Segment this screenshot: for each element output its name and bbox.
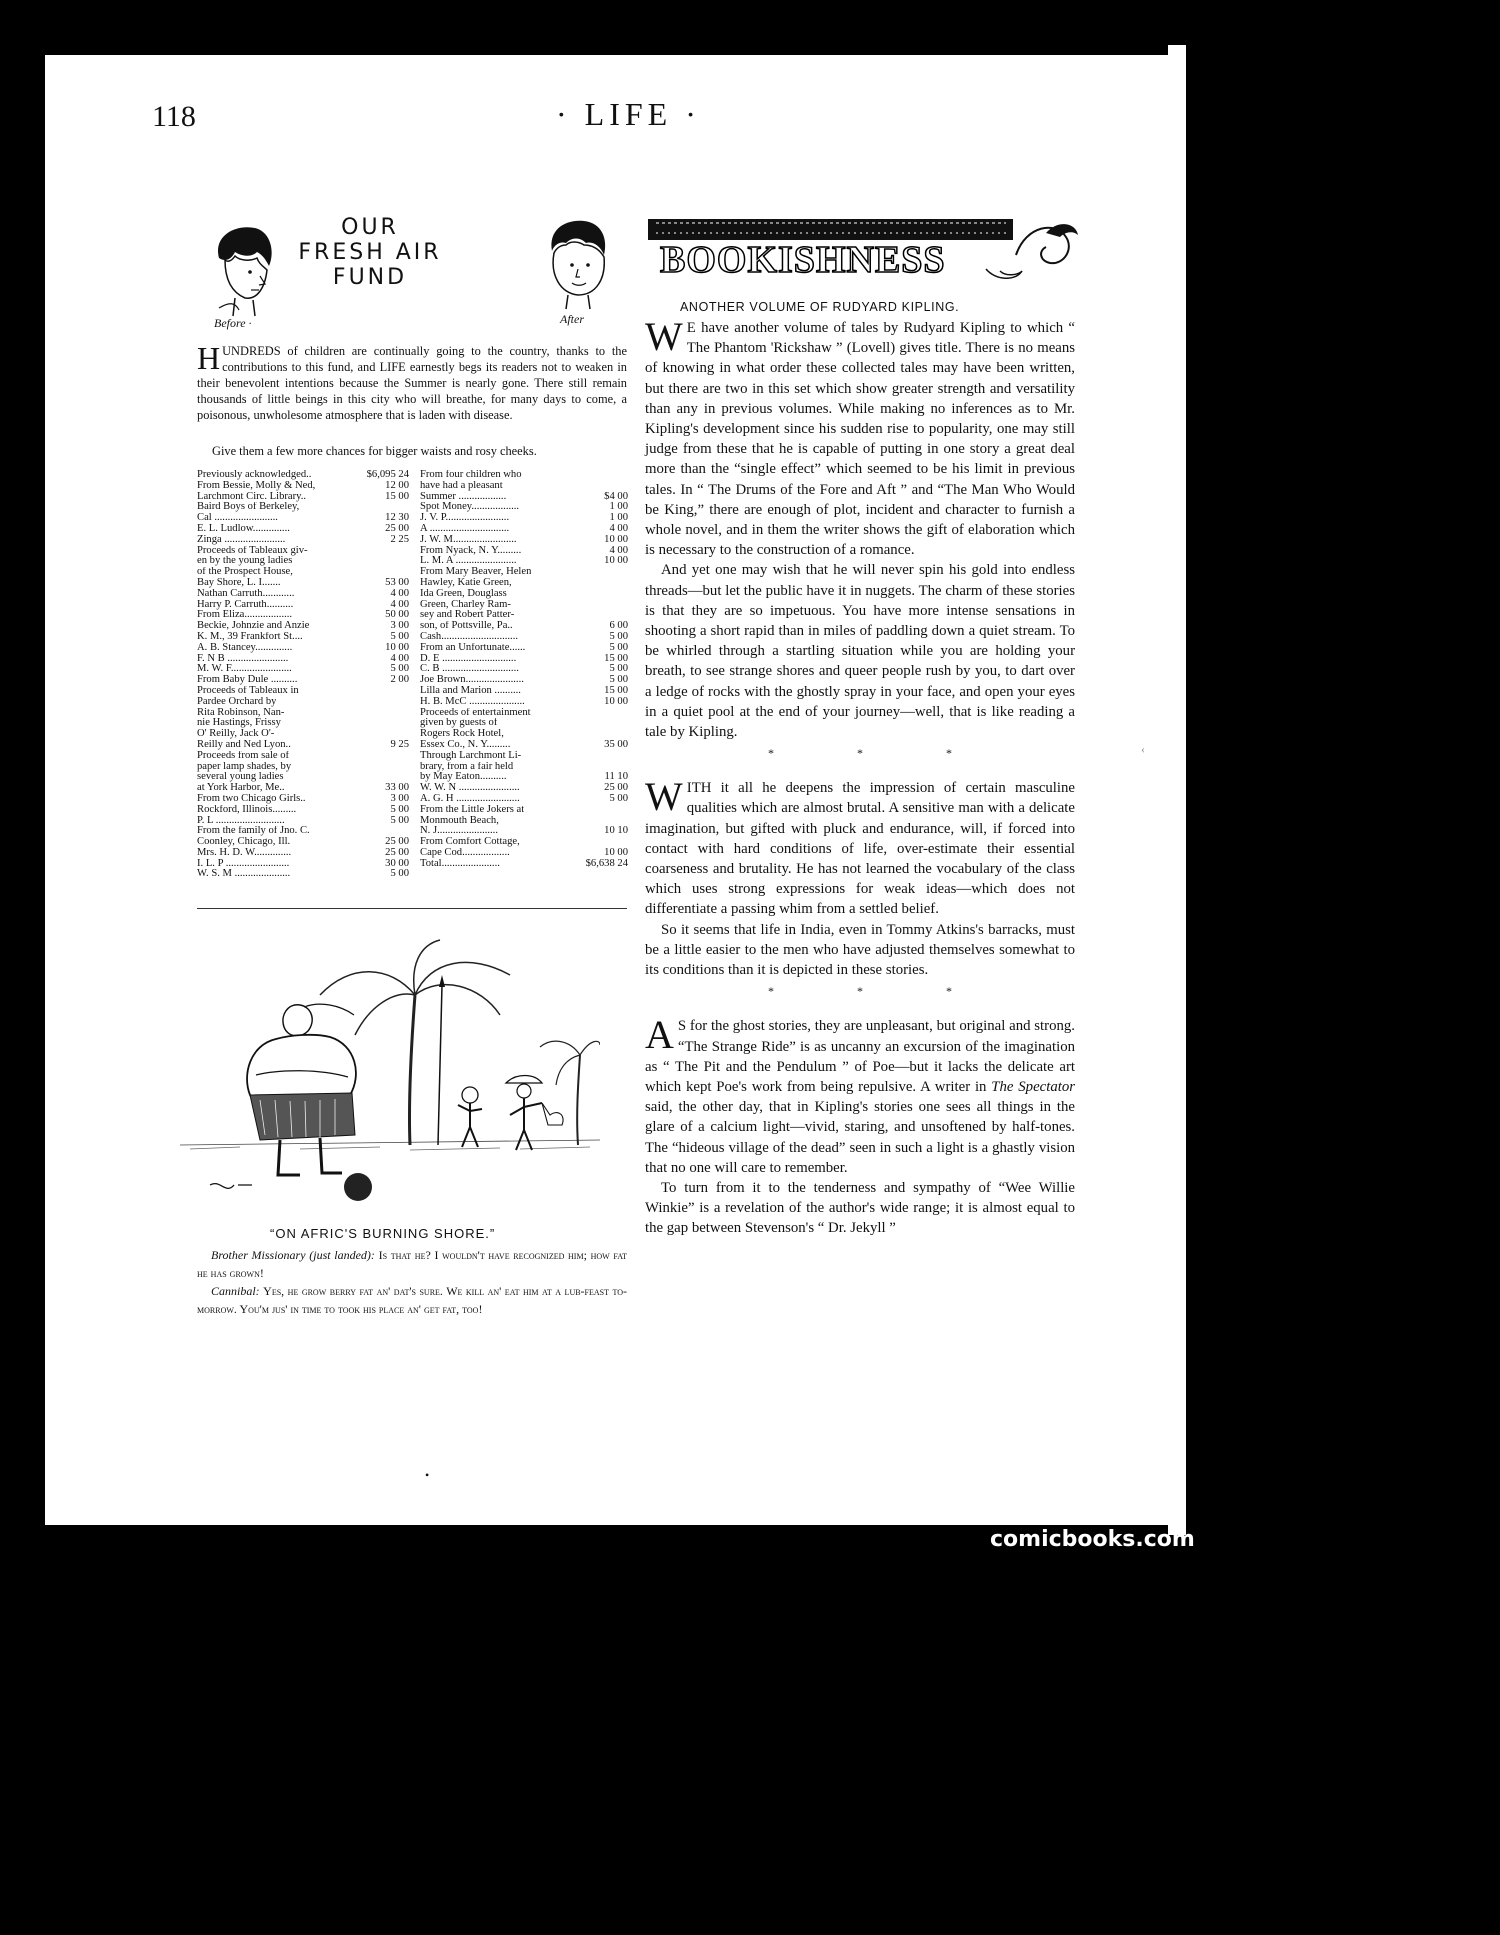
ledger-row [420,600,628,611]
fund-title-line: OUR [341,215,399,240]
review-text: S for the ghost stories, they are unpleasant, but original and strong. “The Strange Ride” is as uncanny an excursion of the imagination as “ The Pit and the Pendulum ” of Poe—but it lacks the delicate art which kept Poe's work from being repulsive. A writer in [645,1018,1075,1095]
ledger-row [197,492,409,503]
contribution-amount: 10 00 [604,556,628,567]
contribution-amount: 15 00 [604,685,628,696]
ledger-divider [197,908,627,909]
spacer [645,1002,1075,1016]
ledger-row [420,546,628,557]
fund-intro [197,340,627,423]
contribution-amount [624,567,628,578]
fund-closing: Give them a few more chances for bigger waists and rosy cheeks. [212,444,537,458]
ledger-row [197,535,409,546]
thin-child-face-illustration [205,218,280,318]
contributor-name: Cape Cod.................. [420,847,510,858]
contributor-name: Hawley, Katie Green, [420,577,512,588]
contributor-name: Cash............................. [420,631,518,642]
facing-page-edge [1168,45,1186,1535]
ledger-row [197,513,409,524]
contribution-amount [624,718,628,729]
contribution-amount: 15 00 [604,653,628,664]
contribution-amount: 4 00 [609,545,628,556]
ledger-row [420,632,628,643]
ledger-row [420,481,628,492]
contribution-amount: 10 00 [604,534,628,545]
contribution-amount: 50 00 [385,610,409,621]
contribution-amount: 5 00 [609,675,628,686]
contribution-amount [624,481,628,492]
cartoon-title: “ON AFRIC'S BURNING SHORE.” [270,1226,496,1241]
contributor-name: en by the young ladies [197,556,293,567]
contributor-name: Total...................... [420,858,500,869]
contribution-amount: 3 00 [390,793,409,804]
contribution-amount [405,697,409,708]
contributor-name: A. G. H ........................ [420,793,520,804]
contributor-name: have had a pleasant [420,480,503,491]
ledger-row [420,697,628,708]
contributor-name: Mrs. H. D. W.............. [197,847,292,858]
publication-title: The Spectator [991,1078,1075,1095]
ledger-row [197,708,409,719]
ledger-row [420,783,628,794]
contributor-name: From Mary Beaver, Helen [420,567,532,578]
contributor-name: Summer .................. [420,491,507,502]
cannibal-line [197,1282,627,1318]
contributor-name: O' Reilly, Jack O'- [197,729,275,740]
contributor-name: Reilly and Ned Lyon.. [197,739,291,750]
ledger-row [420,848,628,859]
contribution-amount [624,578,628,589]
ledger-row [420,708,628,719]
review-paragraph [645,774,1075,919]
cannibal-cartoon-illustration [180,935,600,1215]
dropcap: A [645,1012,674,1058]
contributor-name: Essex Co., N. Y......... [420,739,511,750]
contributor-name: From two Chicago Girls.. [197,793,306,804]
contributor-name: E. L. Ludlow.............. [197,523,290,534]
contribution-amount: 2 00 [390,675,409,686]
contributor-name: J. V. P........................ [420,513,510,524]
contributor-name: Rogers Rock Hotel, [420,729,504,740]
contribution-amount: 35 00 [604,739,628,750]
article-heading: ANOTHER VOLUME OF RUDYARD KIPLING. [680,300,960,314]
contribution-amount [624,805,628,816]
contributor-name: Proceeds of entertainment [420,707,531,718]
contribution-amount [405,718,409,729]
contribution-amount [405,826,409,837]
ledger-row [420,826,628,837]
contribution-amount [624,600,628,611]
ledger-row [197,654,409,665]
contribution-amount: 5 00 [390,804,409,815]
contribution-amount [624,610,628,621]
ledger-row [197,826,409,837]
page-dot: • [425,1468,430,1482]
ledger-row [420,524,628,535]
ledger-row [420,610,628,621]
contributor-name: Coonley, Chicago, Ill. [197,837,291,848]
contributor-name: Proceeds from sale of [197,750,290,761]
contributor-name: K. M., 39 Frankfort St.... [197,631,303,642]
contribution-amount: 5 00 [609,631,628,642]
contribution-amount: 3 00 [390,621,409,632]
contributor-name: Bay Shore, L. I....... [197,577,281,588]
ledger-row [197,632,409,643]
contributor-name: Harry P. Carruth.......... [197,599,294,610]
ledger-row [197,718,409,729]
contributor-name: From four children who [420,470,522,480]
fund-intro-text: UNDREDS of children are continually going to the country, thanks to the contributions to this fund, and LIFE earnestly begs its readers not to weaken in their benevolent intentions because the Summer is nearly gone. There still remain thousands of little beings in this city who will breathe, for many days to come, a poisonous, unwholesome atmosphere that is laden with disease. [197,344,627,422]
review-paragraph: And yet one may wish that he will never spin his gold into endless threads—but let the public have it in nuggets. The charm of these stories is that they are so impetuous. You have more intense sensations in shooting a short rapid than in miles of paddling down a quiet stream. To be whirled through a startling situation while you are holding your breath, to see strange shores and queer people rush by you, to dart over a ledge of rocks with the ghostly spray in your face, and open your eyes in a quiet pool at the end of your journey—well, that is like reading a tale by Kipling. [645,562,1075,741]
intro-dropcap: H [197,340,221,376]
contributor-name: Ida Green, Douglass [420,588,507,599]
ledger-row [420,654,628,665]
ledger-row [197,751,409,762]
after-caption: After [560,312,584,326]
contribution-amount: 10 00 [385,642,409,653]
ledger-row [197,481,409,492]
contribution-amount: 25 00 [385,523,409,534]
contribution-amount [624,589,628,600]
ledger-row [197,664,409,675]
contributor-name: Cal ........................ [197,513,278,524]
contributor-name: M. W. F....................... [197,664,292,675]
ledger-row [197,729,409,740]
before-caption: Before · [214,316,252,330]
contributor-name: of the Prospect House, [197,567,293,578]
ledger-row [197,502,409,513]
ledger-row [197,762,409,773]
contribution-amount: 11 10 [604,772,628,783]
contributor-name: From Comfort Cottage, [420,837,520,848]
missionary-dialog: Is that he? I wouldn't have recognized him; how fat he has grown! [197,1248,628,1280]
contributor-name: C. B ............................. [420,664,519,675]
contribution-amount: 1 00 [609,502,628,513]
ledger-row [197,675,409,686]
contributor-name: several young ladies [197,772,284,783]
contributor-name: given by guests of [420,718,498,729]
contributor-name: D. E ............................ [420,653,517,664]
contributor-name: Spot Money.................. [420,502,520,513]
contributor-name: J. W. M........................ [420,534,517,545]
review-text: said, the other day, that in Kipling's stories one sees all things in the glare of a calcium light—vivid, staring, and unsoftened by half-tones. The “hideous village of the dead” seen in such a light is a ghastly vision that no one will care to remember. [645,1099,1075,1176]
contribution-amount: 25 00 [385,837,409,848]
contributor-name: I. L. P ........................ [197,858,290,869]
ledger-row [420,686,628,697]
contribution-amount: 30 00 [385,858,409,869]
contribution-amount [624,708,628,719]
contribution-amount [405,686,409,697]
stage-direction: (just landed): [309,1248,375,1262]
ledger-row [197,600,409,611]
contributor-name: Pardee Orchard by [197,696,277,707]
ledger-row [420,492,628,503]
review-text: E have another volume of tales by Rudyard Kipling to which “ The Phantom 'Rickshaw ” (Lovell) gives title. There is no means of knowing in what order these collected tales may have been written, but there are two in this set which show greater strength and versatility than any in previous volumes. While making no inferences as to Mr. Kipling's development since his sudden rise to popularity, one may still judge from these that he is capable of putting in one story a great deal more than the “single effect” which seemed to be his limit in previous tales. In “ The Drums of the Fore and Aft ” and “The Man Who Would be King,” there are enough of plot, incident and character to furnish a whole novel, and in them the writer shows the gift of elaboration which is necessary to the construction of a romance. [645,320,1075,559]
dropcap: W [645,314,683,359]
contribution-amount: 25 00 [604,783,628,794]
contributor-name: A .............................. [420,523,510,534]
ledger-row [197,589,409,600]
contribution-amount: 10 10 [604,826,628,837]
contribution-amount: 4 00 [609,523,628,534]
ledger-row [197,783,409,794]
ledger-row [420,589,628,600]
contribution-amount: 4 00 [390,653,409,664]
ledger-row [420,816,628,827]
ledger-row [197,805,409,816]
contribution-amount [624,470,628,481]
contributor-name: Joe Brown...................... [420,675,524,686]
contribution-amount: 53 00 [385,577,409,588]
contributor-name: Nathan Carruth............ [197,588,295,599]
fund-title-line: FUND [332,265,408,290]
contributor-name: Beckie, Johnzie and Anzie [197,621,310,632]
contributor-name: Proceeds of Tableaux giv- [197,545,308,556]
contributor-name: N. J....................... [420,826,498,837]
contribution-amount [405,567,409,578]
ledger-row [420,740,628,751]
contributor-name: Rockford, Illinois......... [197,804,297,815]
kipling-review [645,314,1075,1239]
contributor-name: Green, Charley Ram- [420,599,511,610]
contribution-amount [405,772,409,783]
ledger-row [197,859,409,870]
ledger-row [197,869,409,880]
contribution-amount [405,762,409,773]
dropcap: W [645,774,683,820]
magazine-title: · LIFE · [556,96,701,132]
ledger-row [197,794,409,805]
contributor-name: From Eliza.................. [197,610,293,621]
ledger-row [197,837,409,848]
ledger-row [197,470,409,481]
ledger-row [197,740,409,751]
ledger-row [197,772,409,783]
contributor-name: A. B. Stancey.............. [197,642,293,653]
ledger-row [420,567,628,578]
contribution-amount [624,762,628,773]
review-paragraph: To turn from it to the tenderness and sympathy of “Wee Willie Winkie” is a revelation of the author's wide range; it is almost equal to the gap between Stevenson's “ Dr. Jekyll ” [645,1179,1075,1237]
contribution-amount: 6 00 [609,621,628,632]
contribution-amount: 5 00 [609,793,628,804]
contribution-amount: 5 00 [390,869,409,880]
contributions-ledger-left [197,470,409,880]
ledger-row [197,848,409,859]
contributor-name: at York Harbor, Me.. [197,783,285,794]
chubby-child-face-illustration [542,215,612,311]
contributor-name: From Nyack, N. Y......... [420,545,522,556]
contribution-amount: 1 00 [609,513,628,524]
ledger-row [197,556,409,567]
contributor-name: P. L .......................... [197,815,285,826]
contribution-amount [405,708,409,719]
contributor-name: Through Larchmont Li- [420,750,522,761]
contributor-name: H. B. McC ..................... [420,696,525,707]
ledger-row [420,729,628,740]
ledger-row [420,762,628,773]
contributor-name: Monmouth Beach, [420,815,499,826]
ledger-row [420,772,628,783]
site-watermark: comicbooks.com [990,1527,1195,1552]
contributor-name: paper lamp shades, by [197,761,292,772]
ledger-row [420,805,628,816]
contribution-amount [405,502,409,513]
contributor-name: Lilla and Marion .......... [420,685,521,696]
ledger-row [420,794,628,805]
contributor-name: Zinga ....................... [197,534,286,545]
contributor-name: From an Unfortunate...... [420,642,526,653]
contributor-name: Previously acknowledged.. [197,470,312,480]
ledger-row [197,621,409,632]
contributor-name: W. W. N ....................... [420,783,520,794]
contribution-amount [624,837,628,848]
contribution-amount: 25 00 [385,847,409,858]
contribution-amount [405,729,409,740]
contributor-name: From the family of Jno. C. [197,826,310,837]
contribution-amount: 10 00 [604,696,628,707]
contribution-amount [624,729,628,740]
ledger-row [197,546,409,557]
ledger-row [420,556,628,567]
contribution-amount: 10 00 [604,847,628,858]
ledger-row [420,513,628,524]
contribution-amount: 5 00 [609,664,628,675]
ledger-row [420,859,628,870]
section-separator: * * * [768,746,992,761]
speaker-cannibal: Cannibal: [211,1284,260,1298]
contributor-name: nie Hastings, Frissy [197,718,281,729]
review-paragraph [645,314,1075,560]
ledger-row [420,535,628,546]
contribution-amount: 5 00 [609,642,628,653]
contribution-amount [405,546,409,557]
contribution-amount: 2 25 [390,534,409,545]
ledger-row [420,675,628,686]
cannibal-dialog: Yes, he grow berry fat an' dat's sure. We kill an' eat him at a lub-feast to-morrow. You'm jus' in time to took his place an' get fat, too! [197,1284,628,1316]
ledger-row [420,502,628,513]
missionary-line [197,1246,627,1282]
contributor-name: F. N B ....................... [197,653,289,664]
ledger-row [420,470,628,481]
fund-title-line: FRESH AIR [298,240,442,265]
section-separator: * * * [768,984,992,999]
contributor-name: sey and Robert Patter- [420,610,515,621]
contribution-amount: 33 00 [385,783,409,794]
fund-title [280,215,460,290]
contribution-amount: 12 30 [385,513,409,524]
contribution-amount: 5 00 [390,664,409,675]
contribution-amount: 4 00 [390,588,409,599]
ledger-row [420,664,628,675]
ledger-row [420,643,628,654]
ledger-row [197,524,409,535]
contributor-name: L. M. A ....................... [420,556,517,567]
review-text: ITH it all he deepens the impression of certain masculine qualities which are almost brutal. A sensitive man with a delicate imagination, but gifted with pluck and endurance, will, if forced into contact with hard conditions of life, over-estimate their essential coarseness and brutality. He has not learned the vocabulary of the class which uses strong expressions for weak ideas—which does not differentiate a passing whim from a settled belief. [645,780,1075,918]
ledger-row [420,621,628,632]
contributions-ledger-right [420,470,628,869]
contributor-name: From Baby Dule .......... [197,675,298,686]
ledger-row [197,643,409,654]
contributor-name: son, of Pottsville, Pa.. [420,621,513,632]
contributor-name: brary, from a fair held [420,761,514,772]
margin-mark: ‹ [1141,742,1145,756]
contributor-name: Rita Robinson, Nan- [197,707,285,718]
spacer [645,764,1075,778]
ledger-row [420,751,628,762]
contribution-amount [405,751,409,762]
ledger-row [197,567,409,578]
contribution-amount [405,556,409,567]
ledger-row [197,816,409,827]
contribution-amount: 5 00 [390,631,409,642]
page-number: 118 [152,100,196,133]
ledger-row [420,718,628,729]
contribution-amount: 4 00 [390,599,409,610]
ledger-row [197,578,409,589]
contributor-name: From Bessie, Molly & Ned, [197,480,316,491]
ledger-row [197,697,409,708]
contribution-amount: $6,638 24 [585,858,628,869]
contribution-amount: $6,095 24 [366,470,409,480]
contribution-amount [624,816,628,827]
contribution-amount: $4 00 [604,491,628,502]
contributor-name: Larchmont Circ. Library.. [197,491,307,502]
contribution-amount: 15 00 [385,491,409,502]
contribution-amount: 12 00 [385,480,409,491]
contributor-name: by May Eaton.......... [420,772,507,783]
speaker-missionary: Brother Missionary [211,1248,306,1262]
ledger-row [197,686,409,697]
bookishness-title: BOOKISHNESS [660,239,946,281]
review-paragraph: So it seems that life in India, even in Tommy Atkins's barracks, must be a little easier to the men who have adjusted themselves somewhat to its conditions than it is depicted in these stories. [645,921,1075,979]
contributor-name: Baird Boys of Berkeley, [197,502,300,513]
ledger-row [420,578,628,589]
review-paragraph [645,1012,1075,1178]
contributor-name: From the Little Jokers at [420,804,525,815]
contribution-amount: 5 00 [390,815,409,826]
contribution-amount: 9 25 [390,739,409,750]
contribution-amount [624,751,628,762]
ledger-row [197,610,409,621]
contributor-name: W. S. M ..................... [197,869,291,880]
contributor-name: Proceeds of Tableaux in [197,685,299,696]
ledger-row [420,837,628,848]
cartoon-dialog [197,1246,627,1318]
